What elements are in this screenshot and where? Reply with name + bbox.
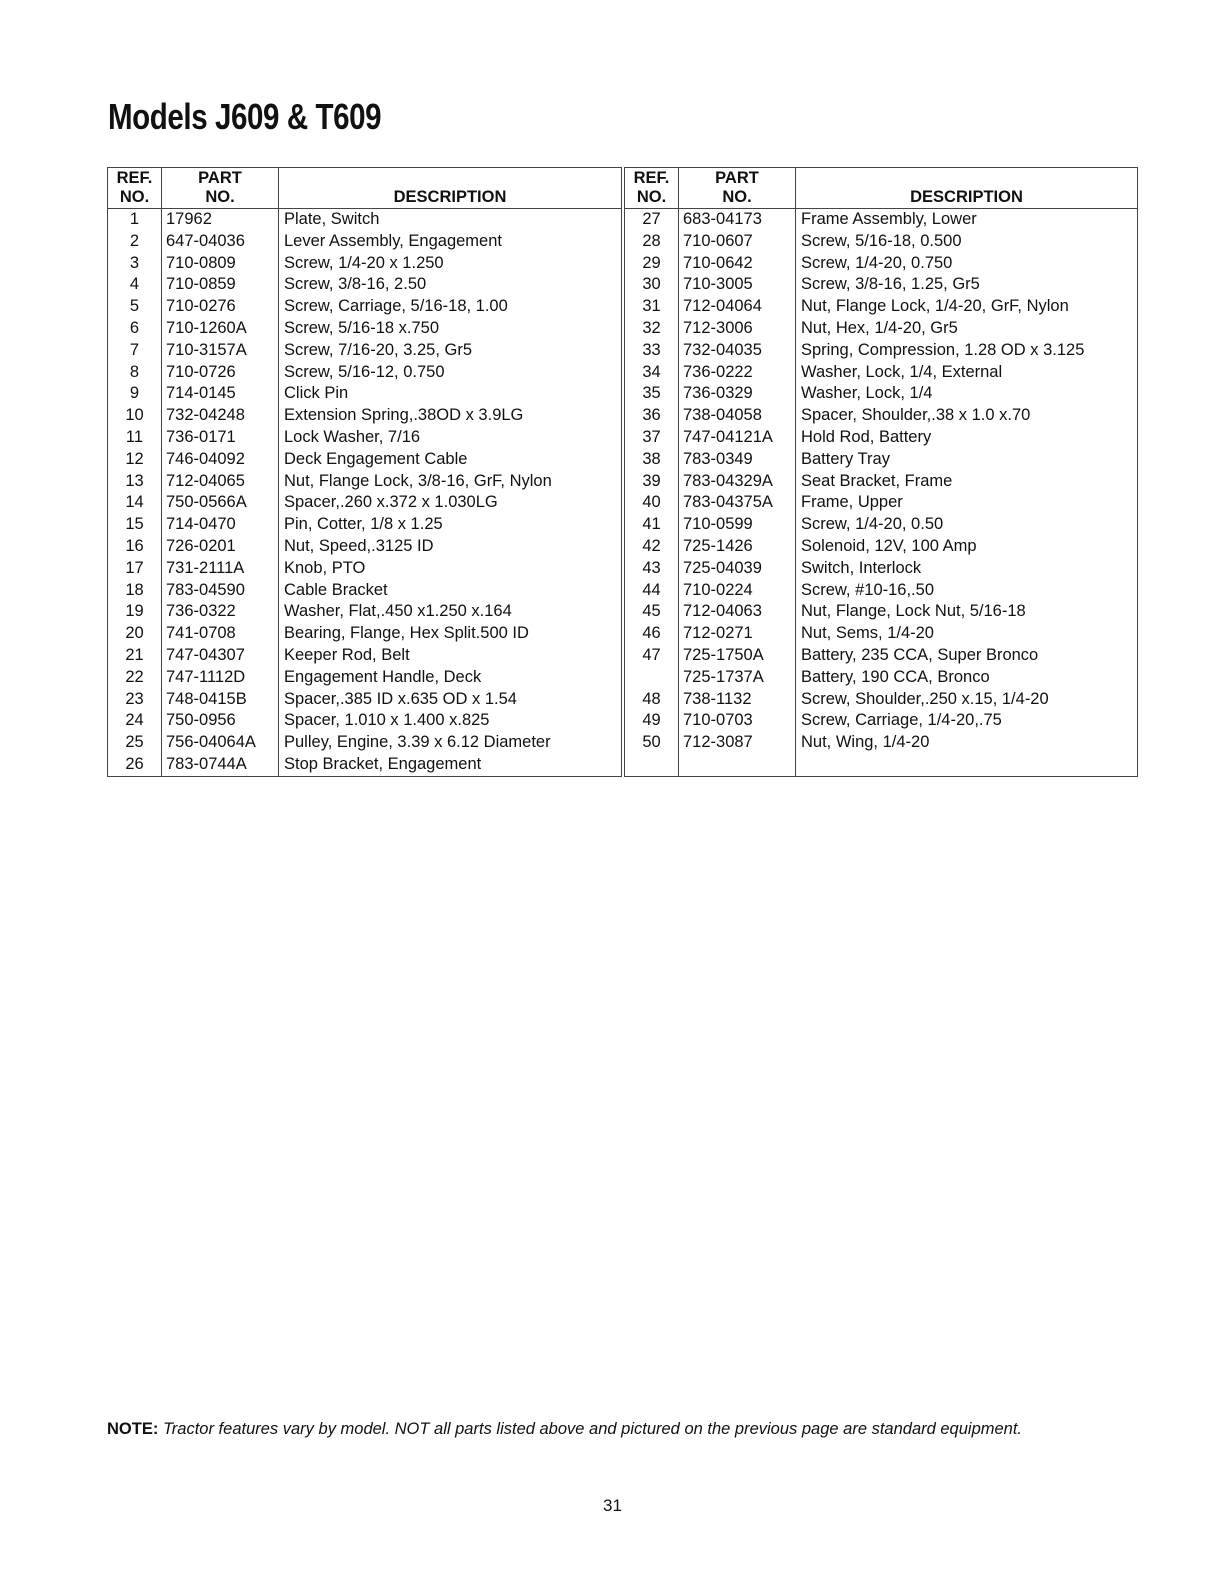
description-cell: Pulley, Engine, 3.39 x 6.12 Diameter bbox=[279, 732, 622, 754]
part-no-cell: 736-0171 bbox=[162, 427, 279, 449]
table-row bbox=[108, 710, 622, 732]
ref-no-cell: 32 bbox=[625, 318, 679, 340]
part-no-cell: 712-3006 bbox=[679, 318, 796, 340]
description-cell: Lever Assembly, Engagement bbox=[279, 231, 622, 253]
parts-table-right bbox=[624, 167, 1138, 777]
part-no-cell: 750-0566A bbox=[162, 492, 279, 514]
description-cell: Solenoid, 12V, 100 Amp bbox=[796, 536, 1138, 558]
description-cell: Extension Spring,.38OD x 3.9LG bbox=[279, 405, 622, 427]
table-row bbox=[108, 601, 622, 623]
ref-no-cell: 26 bbox=[108, 754, 162, 776]
description-cell: Screw, 1/4-20, 0.50 bbox=[796, 514, 1138, 536]
ref-no-cell: 25 bbox=[108, 732, 162, 754]
part-no-cell: 747-04307 bbox=[162, 645, 279, 667]
ref-no-cell: 34 bbox=[625, 362, 679, 384]
ref-no-cell: 12 bbox=[108, 449, 162, 471]
table-row bbox=[108, 471, 622, 493]
part-no-cell: 710-0276 bbox=[162, 296, 279, 318]
part-no-cell: 783-0744A bbox=[162, 754, 279, 776]
table-row bbox=[108, 536, 622, 558]
table-row bbox=[625, 623, 1138, 645]
description-cell: Stop Bracket, Engagement bbox=[279, 754, 622, 776]
ref-no-cell: 4 bbox=[108, 274, 162, 296]
table-row bbox=[625, 231, 1138, 253]
ref-no-cell: 21 bbox=[108, 645, 162, 667]
part-no-cell: 725-1737A bbox=[679, 667, 796, 689]
table-row bbox=[108, 340, 622, 362]
table-header-row bbox=[625, 168, 1138, 209]
table-row bbox=[625, 580, 1138, 602]
note-label: NOTE: bbox=[107, 1420, 159, 1438]
part-no-cell: 712-0271 bbox=[679, 623, 796, 645]
parts-list-left bbox=[108, 209, 622, 777]
table-row bbox=[108, 427, 622, 449]
table-row bbox=[108, 209, 622, 231]
table-row bbox=[625, 296, 1138, 318]
part-no-cell: 756-04064A bbox=[162, 732, 279, 754]
description-cell: Screw, Carriage, 1/4-20,.75 bbox=[796, 710, 1138, 732]
table-row bbox=[108, 318, 622, 340]
table-row bbox=[108, 667, 622, 689]
ref-header-line1: REF. bbox=[633, 169, 670, 187]
ref-no-cell: 20 bbox=[108, 623, 162, 645]
table-row bbox=[108, 754, 622, 776]
description-cell: Click Pin bbox=[279, 383, 622, 405]
description-cell: Bearing, Flange, Hex Split.500 ID bbox=[279, 623, 622, 645]
ref-no-cell: 1 bbox=[108, 209, 162, 231]
table-row bbox=[108, 253, 622, 275]
description-cell: Spring, Compression, 1.28 OD x 3.125 bbox=[796, 340, 1138, 362]
ref-no-cell: 31 bbox=[625, 296, 679, 318]
ref-no-cell: 23 bbox=[108, 689, 162, 711]
empty-cell bbox=[796, 754, 1138, 777]
ref-no-cell: 11 bbox=[108, 427, 162, 449]
description-cell: Screw, #10-16,.50 bbox=[796, 580, 1138, 602]
part-no-cell: 710-0642 bbox=[679, 253, 796, 275]
description-header-label: DESCRIPTION bbox=[910, 188, 1023, 206]
ref-no-cell: 3 bbox=[108, 253, 162, 275]
description-cell: Pin, Cotter, 1/8 x 1.25 bbox=[279, 514, 622, 536]
description-header bbox=[796, 168, 1138, 209]
description-cell: Battery Tray bbox=[796, 449, 1138, 471]
ref-no-cell: 39 bbox=[625, 471, 679, 493]
ref-header-line2: NO. bbox=[119, 188, 150, 206]
ref-no-cell: 10 bbox=[108, 405, 162, 427]
description-header bbox=[279, 168, 622, 209]
part-no-cell: 748-0415B bbox=[162, 689, 279, 711]
ref-no-cell: 37 bbox=[625, 427, 679, 449]
footnote bbox=[107, 1420, 1022, 1439]
ref-no-cell: 9 bbox=[108, 383, 162, 405]
table-row bbox=[108, 231, 622, 253]
ref-no-cell: 40 bbox=[625, 492, 679, 514]
part-header-line1: PART bbox=[198, 169, 242, 187]
description-cell: Lock Washer, 7/16 bbox=[279, 427, 622, 449]
table-row bbox=[108, 580, 622, 602]
description-cell: Washer, Flat,.450 x1.250 x.164 bbox=[279, 601, 622, 623]
table-row bbox=[625, 536, 1138, 558]
description-cell: Screw, 7/16-20, 3.25, Gr5 bbox=[279, 340, 622, 362]
part-no-cell: 710-0726 bbox=[162, 362, 279, 384]
part-no-cell: 783-0349 bbox=[679, 449, 796, 471]
ref-no-cell: 18 bbox=[108, 580, 162, 602]
description-cell: Screw, Shoulder,.250 x.15, 1/4-20 bbox=[796, 689, 1138, 711]
part-no-cell: 750-0956 bbox=[162, 710, 279, 732]
description-cell: Engagement Handle, Deck bbox=[279, 667, 622, 689]
table-row bbox=[108, 514, 622, 536]
part-no-cell: 726-0201 bbox=[162, 536, 279, 558]
part-no-cell: 712-3087 bbox=[679, 732, 796, 754]
description-cell: Washer, Lock, 1/4, External bbox=[796, 362, 1138, 384]
table-row bbox=[625, 667, 1138, 689]
note-text: Tractor features vary by model. NOT all parts listed above and pictured on the previous page are standard equipment. bbox=[162, 1420, 1023, 1438]
description-cell: Nut, Hex, 1/4-20, Gr5 bbox=[796, 318, 1138, 340]
ref-no-cell: 45 bbox=[625, 601, 679, 623]
part-no-cell: 783-04590 bbox=[162, 580, 279, 602]
table-row bbox=[625, 362, 1138, 384]
page-title: Models J609 & T609 bbox=[108, 96, 382, 137]
table-row bbox=[108, 492, 622, 514]
table-row bbox=[108, 383, 622, 405]
table-row bbox=[625, 449, 1138, 471]
ref-no-cell: 48 bbox=[625, 689, 679, 711]
ref-no-cell: 29 bbox=[625, 253, 679, 275]
ref-no-cell: 27 bbox=[625, 209, 679, 231]
table-row bbox=[108, 362, 622, 384]
description-cell: Nut, Flange, Lock Nut, 5/16-18 bbox=[796, 601, 1138, 623]
ref-no-cell bbox=[625, 667, 679, 689]
table-row bbox=[108, 296, 622, 318]
table-row bbox=[108, 645, 622, 667]
description-cell: Screw, 5/16-12, 0.750 bbox=[279, 362, 622, 384]
description-cell: Nut, Flange Lock, 1/4-20, GrF, Nylon bbox=[796, 296, 1138, 318]
part-no-cell: 736-0329 bbox=[679, 383, 796, 405]
ref-no-cell: 42 bbox=[625, 536, 679, 558]
parts-table-left bbox=[107, 167, 622, 777]
description-cell: Screw, 1/4-20, 0.750 bbox=[796, 253, 1138, 275]
part-no-cell: 714-0470 bbox=[162, 514, 279, 536]
table-header-row bbox=[108, 168, 622, 209]
ref-no-cell: 8 bbox=[108, 362, 162, 384]
ref-no-cell: 13 bbox=[108, 471, 162, 493]
description-cell: Deck Engagement Cable bbox=[279, 449, 622, 471]
part-header-line2: NO. bbox=[205, 188, 235, 206]
part-no-cell: 738-04058 bbox=[679, 405, 796, 427]
description-cell: Nut, Wing, 1/4-20 bbox=[796, 732, 1138, 754]
ref-no-cell: 38 bbox=[625, 449, 679, 471]
table-row bbox=[108, 405, 622, 427]
parts-list-right bbox=[625, 209, 1138, 777]
description-header-label: DESCRIPTION bbox=[393, 188, 507, 206]
empty-cell bbox=[625, 754, 679, 777]
ref-no-cell: 22 bbox=[108, 667, 162, 689]
part-no-cell: 710-1260A bbox=[162, 318, 279, 340]
empty-row bbox=[625, 754, 1138, 777]
description-cell: Battery, 235 CCA, Super Bronco bbox=[796, 645, 1138, 667]
table-row bbox=[625, 383, 1138, 405]
table-row bbox=[108, 732, 622, 754]
description-cell: Screw, Carriage, 5/16-18, 1.00 bbox=[279, 296, 622, 318]
ref-header-line1: REF. bbox=[116, 169, 153, 187]
ref-no-cell: 49 bbox=[625, 710, 679, 732]
description-cell: Hold Rod, Battery bbox=[796, 427, 1138, 449]
table-row bbox=[625, 558, 1138, 580]
description-cell: Battery, 190 CCA, Bronco bbox=[796, 667, 1138, 689]
ref-no-cell: 28 bbox=[625, 231, 679, 253]
ref-no-cell: 2 bbox=[108, 231, 162, 253]
ref-no-cell: 15 bbox=[108, 514, 162, 536]
description-cell: Seat Bracket, Frame bbox=[796, 471, 1138, 493]
description-cell: Plate, Switch bbox=[279, 209, 622, 231]
ref-no-cell: 17 bbox=[108, 558, 162, 580]
description-cell: Spacer,.385 ID x.635 OD x 1.54 bbox=[279, 689, 622, 711]
part-no-cell: 712-04065 bbox=[162, 471, 279, 493]
description-cell: Nut, Sems, 1/4-20 bbox=[796, 623, 1138, 645]
ref-no-cell: 5 bbox=[108, 296, 162, 318]
part-no-cell: 710-0607 bbox=[679, 231, 796, 253]
ref-no-header bbox=[108, 168, 162, 209]
page-number: 31 bbox=[603, 1496, 622, 1515]
ref-no-header bbox=[625, 168, 679, 209]
part-no-cell: 710-0703 bbox=[679, 710, 796, 732]
part-no-cell: 710-0809 bbox=[162, 253, 279, 275]
table-row bbox=[108, 558, 622, 580]
description-cell: Nut, Flange Lock, 3/8-16, GrF, Nylon bbox=[279, 471, 622, 493]
part-no-cell: 712-04064 bbox=[679, 296, 796, 318]
description-cell: Spacer,.260 x.372 x 1.030LG bbox=[279, 492, 622, 514]
table-row bbox=[625, 274, 1138, 296]
part-no-cell: 738-1132 bbox=[679, 689, 796, 711]
table-row bbox=[625, 253, 1138, 275]
part-no-header bbox=[679, 168, 796, 209]
description-cell: Screw, 5/16-18, 0.500 bbox=[796, 231, 1138, 253]
ref-no-cell: 30 bbox=[625, 274, 679, 296]
empty-cell bbox=[679, 754, 796, 777]
part-no-cell: 647-04036 bbox=[162, 231, 279, 253]
ref-no-cell: 19 bbox=[108, 601, 162, 623]
ref-header-line2: NO. bbox=[636, 188, 667, 206]
part-no-cell: 746-04092 bbox=[162, 449, 279, 471]
table-row bbox=[625, 318, 1138, 340]
part-no-cell: 710-3005 bbox=[679, 274, 796, 296]
table-row bbox=[625, 514, 1138, 536]
table-row bbox=[108, 623, 622, 645]
description-cell: Screw, 1/4-20 x 1.250 bbox=[279, 253, 622, 275]
part-no-header bbox=[162, 168, 279, 209]
part-no-cell: 710-0859 bbox=[162, 274, 279, 296]
description-cell: Spacer, Shoulder,.38 x 1.0 x.70 bbox=[796, 405, 1138, 427]
table-row bbox=[625, 645, 1138, 667]
ref-no-cell: 43 bbox=[625, 558, 679, 580]
table-row bbox=[625, 492, 1138, 514]
part-no-cell: 736-0222 bbox=[679, 362, 796, 384]
part-no-cell: 783-04375A bbox=[679, 492, 796, 514]
table-row bbox=[108, 689, 622, 711]
part-no-cell: 747-04121A bbox=[679, 427, 796, 449]
table-row bbox=[625, 710, 1138, 732]
ref-no-cell: 36 bbox=[625, 405, 679, 427]
part-no-cell: 712-04063 bbox=[679, 601, 796, 623]
table-row bbox=[625, 209, 1138, 231]
part-header-line1: PART bbox=[715, 169, 759, 187]
description-cell: Nut, Speed,.3125 ID bbox=[279, 536, 622, 558]
ref-no-cell: 41 bbox=[625, 514, 679, 536]
table-row bbox=[625, 471, 1138, 493]
table-row bbox=[625, 689, 1138, 711]
part-no-cell: 714-0145 bbox=[162, 383, 279, 405]
description-cell: Screw, 3/8-16, 2.50 bbox=[279, 274, 622, 296]
ref-no-cell: 47 bbox=[625, 645, 679, 667]
table-row bbox=[108, 274, 622, 296]
part-no-cell: 725-1750A bbox=[679, 645, 796, 667]
description-cell: Screw, 5/16-18 x.750 bbox=[279, 318, 622, 340]
ref-no-cell: 6 bbox=[108, 318, 162, 340]
description-cell: Washer, Lock, 1/4 bbox=[796, 383, 1138, 405]
description-cell: Keeper Rod, Belt bbox=[279, 645, 622, 667]
part-no-cell: 741-0708 bbox=[162, 623, 279, 645]
part-no-cell: 710-3157A bbox=[162, 340, 279, 362]
part-no-cell: 731-2111A bbox=[162, 558, 279, 580]
ref-no-cell: 16 bbox=[108, 536, 162, 558]
part-no-cell: 710-0599 bbox=[679, 514, 796, 536]
table-row bbox=[625, 340, 1138, 362]
part-no-cell: 725-04039 bbox=[679, 558, 796, 580]
part-no-cell: 710-0224 bbox=[679, 580, 796, 602]
table-row bbox=[625, 405, 1138, 427]
table-row bbox=[625, 601, 1138, 623]
part-no-cell: 783-04329A bbox=[679, 471, 796, 493]
description-cell: Switch, Interlock bbox=[796, 558, 1138, 580]
ref-no-cell: 46 bbox=[625, 623, 679, 645]
description-cell: Spacer, 1.010 x 1.400 x.825 bbox=[279, 710, 622, 732]
ref-no-cell: 7 bbox=[108, 340, 162, 362]
description-cell: Knob, PTO bbox=[279, 558, 622, 580]
description-cell: Frame Assembly, Lower bbox=[796, 209, 1138, 231]
description-cell: Cable Bracket bbox=[279, 580, 622, 602]
part-no-cell: 725-1426 bbox=[679, 536, 796, 558]
part-no-cell: 683-04173 bbox=[679, 209, 796, 231]
table-row bbox=[625, 732, 1138, 754]
table-row bbox=[625, 427, 1138, 449]
part-no-cell: 732-04035 bbox=[679, 340, 796, 362]
ref-no-cell: 33 bbox=[625, 340, 679, 362]
part-no-cell: 732-04248 bbox=[162, 405, 279, 427]
description-cell: Screw, 3/8-16, 1.25, Gr5 bbox=[796, 274, 1138, 296]
ref-no-cell: 35 bbox=[625, 383, 679, 405]
ref-no-cell: 44 bbox=[625, 580, 679, 602]
ref-no-cell: 14 bbox=[108, 492, 162, 514]
ref-no-cell: 24 bbox=[108, 710, 162, 732]
ref-no-cell: 50 bbox=[625, 732, 679, 754]
table-row bbox=[108, 449, 622, 471]
description-cell: Frame, Upper bbox=[796, 492, 1138, 514]
part-no-cell: 17962 bbox=[162, 209, 279, 231]
part-no-cell: 747-1112D bbox=[162, 667, 279, 689]
part-header-line2: NO. bbox=[722, 188, 752, 206]
part-no-cell: 736-0322 bbox=[162, 601, 279, 623]
